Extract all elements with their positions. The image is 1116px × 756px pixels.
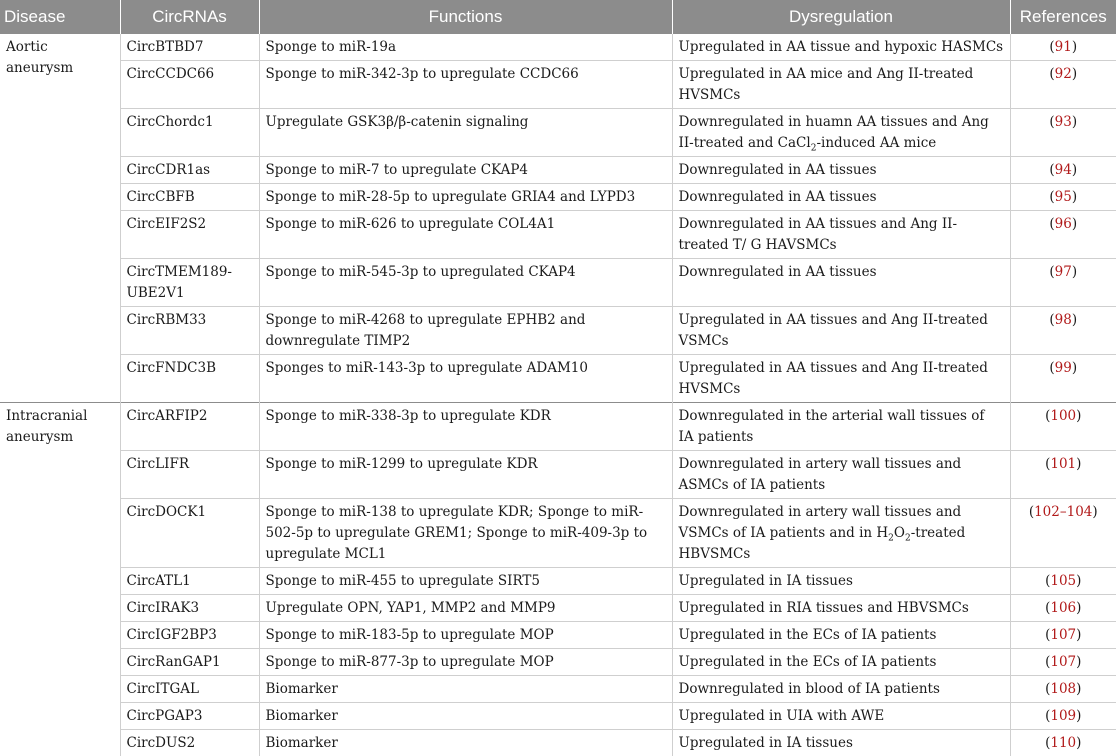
reference-link[interactable]: 101: [1050, 456, 1076, 472]
table-row: [0, 622, 1116, 649]
reference-link[interactable]: 107: [1050, 627, 1076, 643]
reference-link[interactable]: 107: [1050, 654, 1076, 670]
dysregulation-cell: Upregulated in AA tissues and Ang II-treated HVSMCs: [672, 355, 1010, 403]
function-cell: Sponge to miR-138 to upregulate KDR; Sponge to miR-502-5p to upregulate GREM1; Sponge to miR-409-3p to upregulate MCL1: [259, 499, 672, 568]
dysregulation-cell: Upregulated in the ECs of IA patients: [672, 649, 1010, 676]
function-cell: Upregulate OPN, YAP1, MMP2 and MMP9: [259, 595, 672, 622]
subscript: 2: [905, 534, 911, 544]
table-body: [0, 34, 1116, 756]
reference-link[interactable]: 96: [1055, 216, 1072, 232]
table-row: [0, 499, 1116, 568]
dysregulation-cell: Downregulated in artery wall tissues and ASMCs of IA patients: [672, 451, 1010, 499]
reference-cell: (109): [1010, 703, 1116, 730]
dysregulation-cell: Downregulated in AA tissues: [672, 157, 1010, 184]
reference-link[interactable]: 105: [1050, 573, 1076, 589]
reference-cell: (105): [1010, 568, 1116, 595]
reference-link[interactable]: 93: [1055, 114, 1072, 130]
header-dysregulation: Dysregulation: [672, 0, 1010, 34]
circrna-cell: CircCDR1as: [120, 157, 259, 184]
reference-cell: (91): [1010, 34, 1116, 61]
function-cell: Sponge to miR-1299 to upregulate KDR: [259, 451, 672, 499]
dysregulation-cell: [672, 499, 1010, 568]
reference-link[interactable]: 102–104: [1034, 504, 1092, 520]
dysregulation-cell: Upregulated in the ECs of IA patients: [672, 622, 1010, 649]
header-references: References: [1010, 0, 1116, 34]
circrna-cell: CircDOCK1: [120, 499, 259, 568]
table-row: [0, 649, 1116, 676]
header-circrnas: CircRNAs: [120, 0, 259, 34]
function-cell: Upregulate GSK3β/β-catenin signaling: [259, 109, 672, 157]
dysregulation-cell: Upregulated in RIA tissues and HBVSMCs: [672, 595, 1010, 622]
dysregulation-cell: Downregulated in AA tissues: [672, 184, 1010, 211]
reference-link[interactable]: 97: [1055, 264, 1072, 280]
dysregulation-cell: Upregulated in IA tissues: [672, 730, 1010, 756]
function-cell: Sponge to miR-338-3p to upregulate KDR: [259, 403, 672, 451]
subscript: 2: [888, 534, 894, 544]
reference-link[interactable]: 91: [1055, 39, 1072, 55]
function-cell: Biomarker: [259, 676, 672, 703]
reference-link[interactable]: 100: [1050, 408, 1076, 424]
reference-cell: (94): [1010, 157, 1116, 184]
table-row: [0, 451, 1116, 499]
table-row: [0, 157, 1116, 184]
dysregulation-cell: Upregulated in AA tissue and hypoxic HASMCs: [672, 34, 1010, 61]
table-row: [0, 34, 1116, 61]
reference-link[interactable]: 94: [1055, 162, 1072, 178]
circrna-cell: CircTMEM189-UBE2V1: [120, 259, 259, 307]
reference-link[interactable]: 108: [1050, 681, 1076, 697]
text-part: -induced AA mice: [816, 135, 936, 151]
circrna-cell: CircDUS2: [120, 730, 259, 756]
table-row: [0, 259, 1116, 307]
reference-cell: (106): [1010, 595, 1116, 622]
dysregulation-cell: Downregulated in AA tissues and Ang II-treated T/ G HAVSMCs: [672, 211, 1010, 259]
function-cell: Sponge to miR-183-5p to upregulate MOP: [259, 622, 672, 649]
reference-cell: (99): [1010, 355, 1116, 403]
table-row: [0, 676, 1116, 703]
function-cell: Biomarker: [259, 730, 672, 756]
dysregulation-cell: [672, 109, 1010, 157]
table-row: [0, 730, 1116, 756]
table-row: [0, 595, 1116, 622]
text-part: -treated HBVSMCs: [679, 525, 966, 562]
reference-cell: (96): [1010, 211, 1116, 259]
table-row: [0, 211, 1116, 259]
table-row: [0, 403, 1116, 451]
function-cell: Sponge to miR-455 to upregulate SIRT5: [259, 568, 672, 595]
table-row: [0, 307, 1116, 355]
circrna-cell: CircCBFB: [120, 184, 259, 211]
reference-cell: (95): [1010, 184, 1116, 211]
function-cell: Sponges to miR-143-3p to upregulate ADAM10: [259, 355, 672, 403]
reference-cell: (93): [1010, 109, 1116, 157]
dysregulation-cell: Downregulated in blood of IA patients: [672, 676, 1010, 703]
reference-link[interactable]: 106: [1050, 600, 1076, 616]
dysregulation-cell: Upregulated in UIA with AWE: [672, 703, 1010, 730]
reference-link[interactable]: 98: [1055, 312, 1072, 328]
table-row: [0, 568, 1116, 595]
circrna-cell: CircATL1: [120, 568, 259, 595]
circrna-cell: CircFNDC3B: [120, 355, 259, 403]
reference-cell: (107): [1010, 622, 1116, 649]
circrna-cell: CircITGAL: [120, 676, 259, 703]
reference-cell: (98): [1010, 307, 1116, 355]
header-row: [0, 0, 1116, 34]
function-cell: Sponge to miR-28-5p to upregulate GRIA4 and LYPD3: [259, 184, 672, 211]
circrna-cell: CircPGAP3: [120, 703, 259, 730]
table-row: [0, 109, 1116, 157]
table-row: [0, 703, 1116, 730]
reference-link[interactable]: 92: [1055, 66, 1072, 82]
reference-cell: (110): [1010, 730, 1116, 756]
reference-cell: (107): [1010, 649, 1116, 676]
table-row: [0, 184, 1116, 211]
text-part: Downregulated in huamn AA tissues and Ang II-treated and CaCl: [679, 114, 989, 151]
dysregulation-cell: Downregulated in the arterial wall tissues of IA patients: [672, 403, 1010, 451]
subscript: 2: [811, 144, 817, 154]
function-cell: Sponge to miR-7 to upregulate CKAP4: [259, 157, 672, 184]
function-cell: Sponge to miR-342-3p to upregulate CCDC66: [259, 61, 672, 109]
disease-cell: Aortic aneurysm: [0, 34, 120, 403]
header-disease: Disease: [0, 0, 120, 34]
reference-link[interactable]: 110: [1050, 735, 1076, 751]
circrna-cell: CircIGF2BP3: [120, 622, 259, 649]
dysregulation-cell: Upregulated in IA tissues: [672, 568, 1010, 595]
table-row: [0, 355, 1116, 403]
circrna-cell: CircCCDC66: [120, 61, 259, 109]
reference-link[interactable]: 109: [1050, 708, 1076, 724]
reference-cell: (92): [1010, 61, 1116, 109]
header-functions: Functions: [259, 0, 672, 34]
circrna-cell: CircEIF2S2: [120, 211, 259, 259]
dysregulation-cell: Upregulated in AA mice and Ang II-treated HVSMCs: [672, 61, 1010, 109]
circrna-cell: CircLIFR: [120, 451, 259, 499]
reference-cell: (100): [1010, 403, 1116, 451]
circrna-cell: CircBTBD7: [120, 34, 259, 61]
dysregulation-cell: Upregulated in AA tissues and Ang II-treated VSMCs: [672, 307, 1010, 355]
circrna-cell: CircChordc1: [120, 109, 259, 157]
reference-cell: (101): [1010, 451, 1116, 499]
reference-cell: (102–104): [1010, 499, 1116, 568]
function-cell: Sponge to miR-19a: [259, 34, 672, 61]
circrna-cell: CircRanGAP1: [120, 649, 259, 676]
reference-cell: (108): [1010, 676, 1116, 703]
circrna-cell: CircRBM33: [120, 307, 259, 355]
reference-cell: (97): [1010, 259, 1116, 307]
circrna-cell: CircIRAK3: [120, 595, 259, 622]
reference-link[interactable]: 99: [1055, 360, 1072, 376]
disease-cell: Intracranial aneurysm: [0, 403, 120, 756]
circrna-cell: CircARFIP2: [120, 403, 259, 451]
function-cell: Sponge to miR-4268 to upregulate EPHB2 and downregulate TIMP2: [259, 307, 672, 355]
function-cell: Sponge to miR-545-3p to upregulated CKAP4: [259, 259, 672, 307]
dysregulation-cell: Downregulated in AA tissues: [672, 259, 1010, 307]
reference-link[interactable]: 95: [1055, 189, 1072, 205]
function-cell: Biomarker: [259, 703, 672, 730]
function-cell: Sponge to miR-877-3p to upregulate MOP: [259, 649, 672, 676]
text-part: Downregulated in artery wall tissues and VSMCs of IA patients and in H: [679, 504, 962, 541]
table-row: [0, 61, 1116, 109]
function-cell: Sponge to miR-626 to upregulate COL4A1: [259, 211, 672, 259]
text-part: O: [894, 525, 905, 541]
